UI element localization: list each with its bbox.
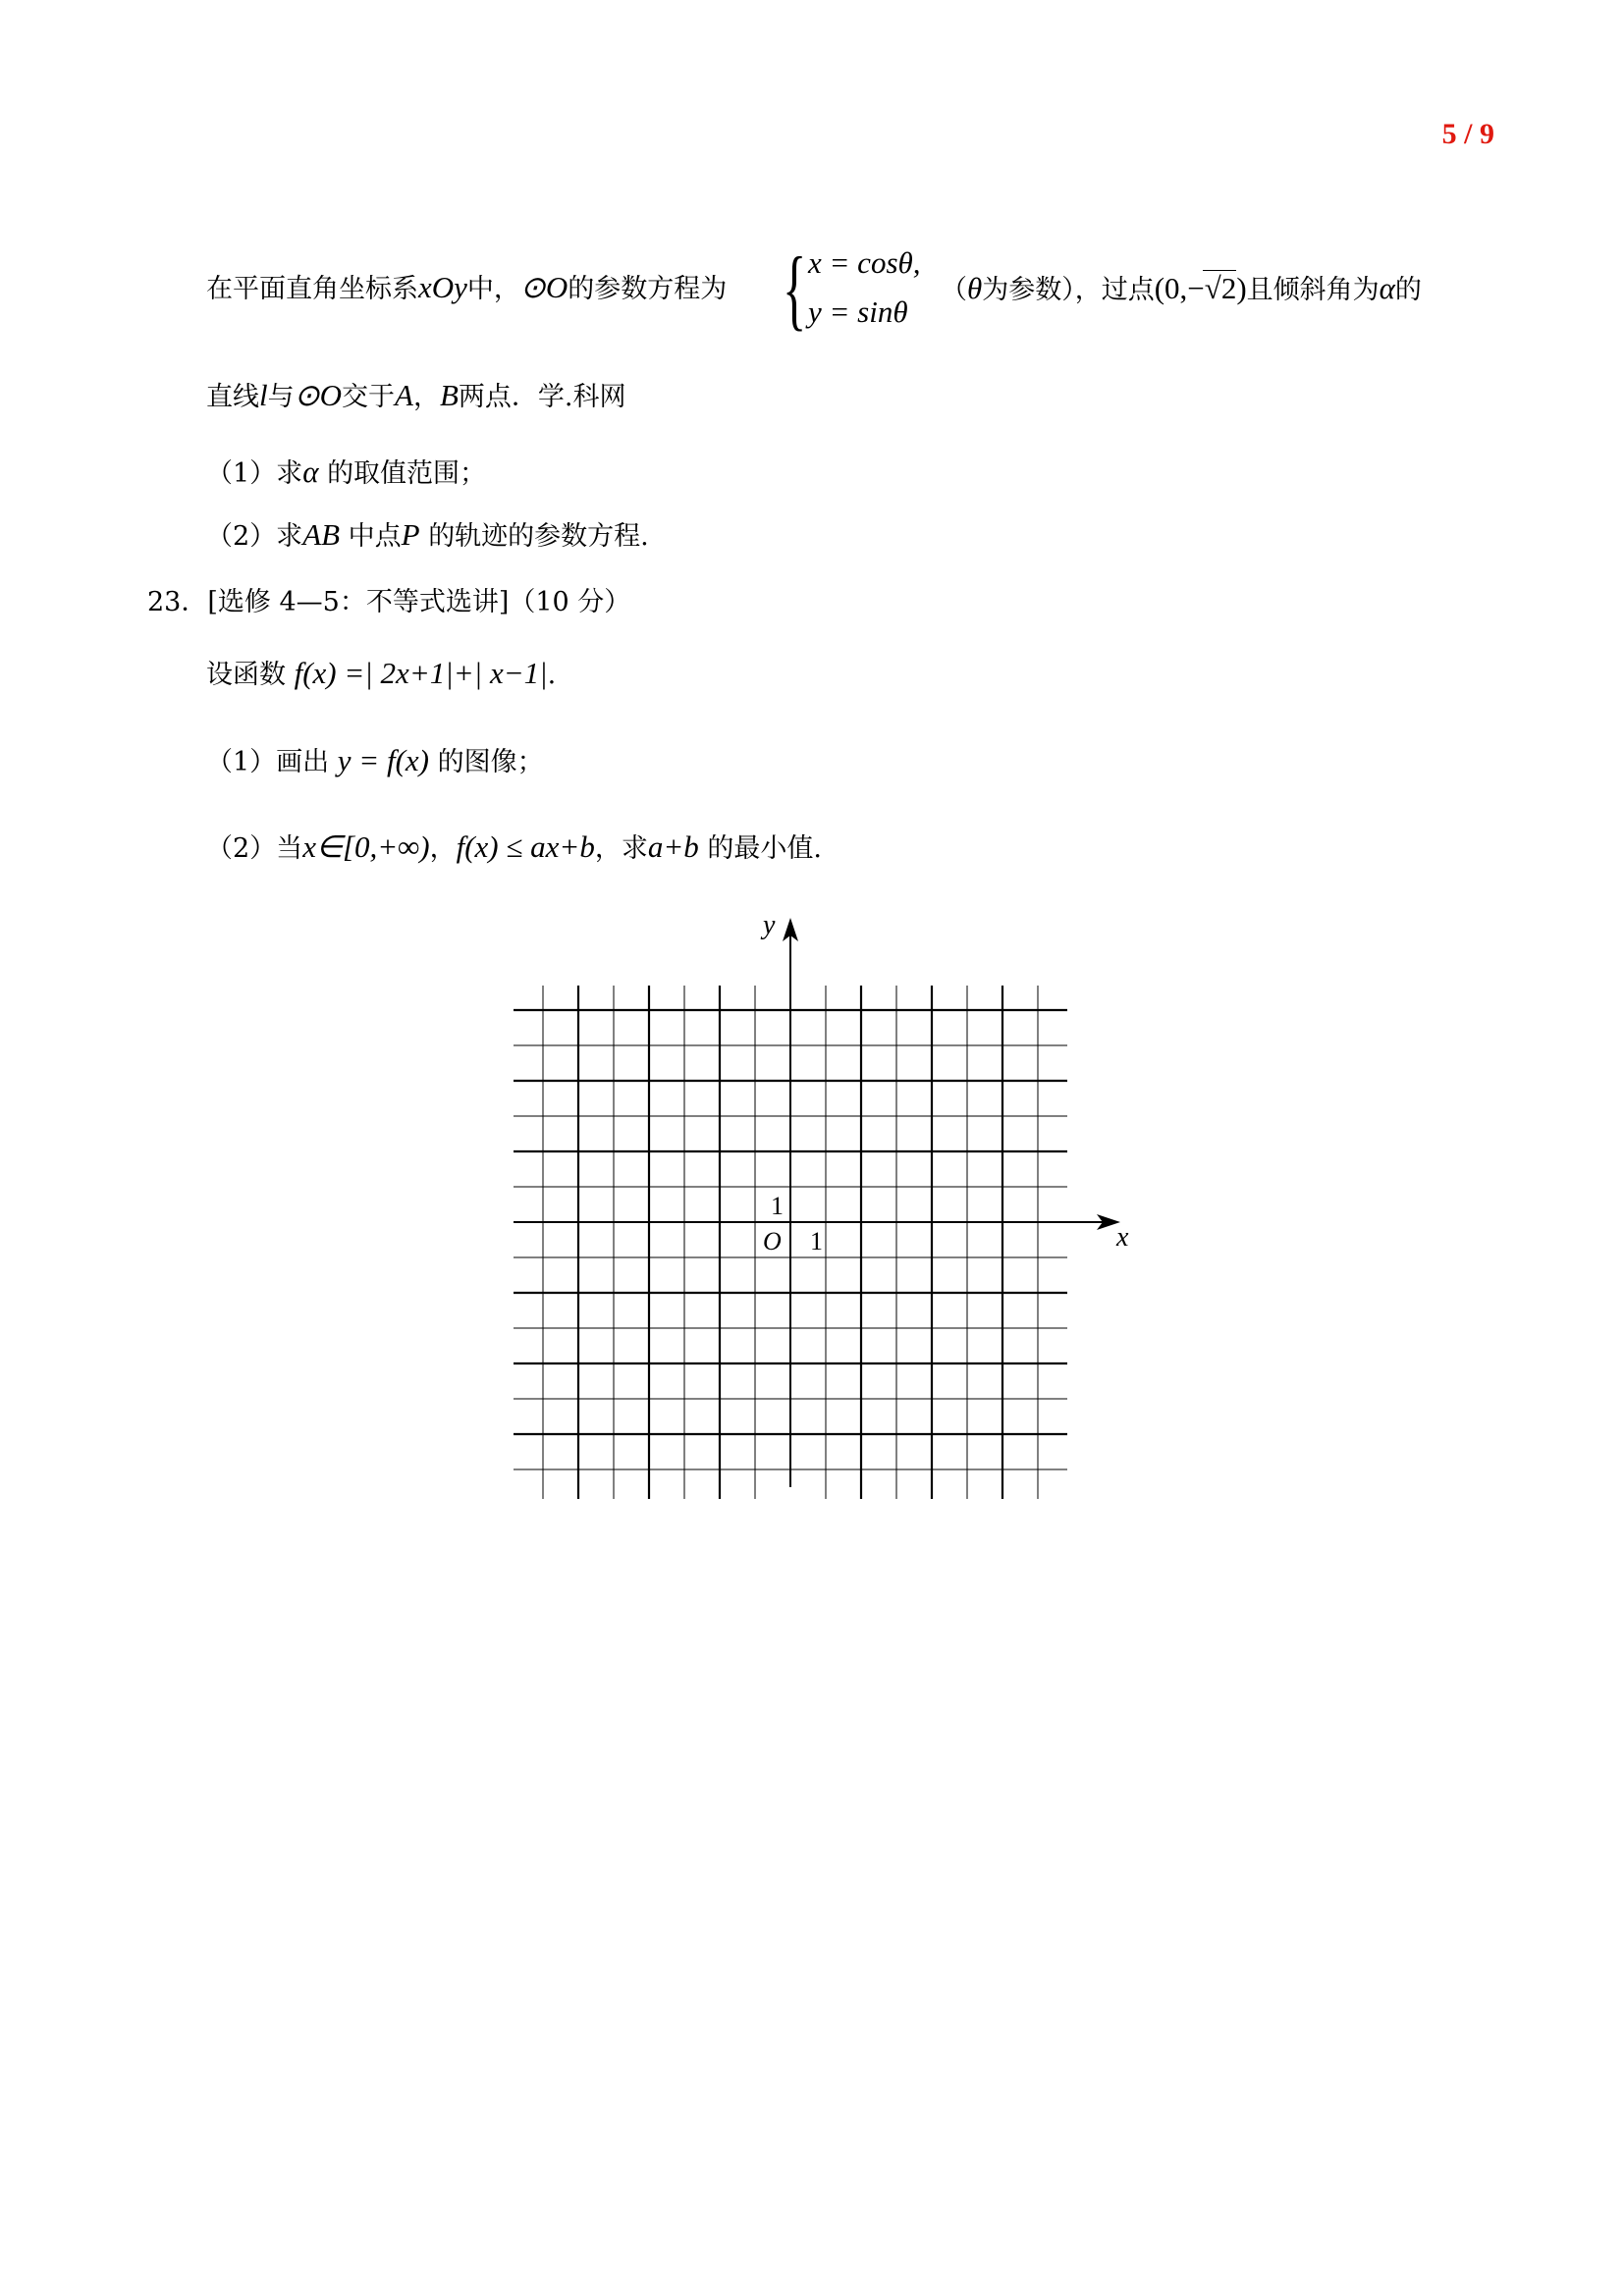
q22-l1-math-alpha: α — [1379, 271, 1395, 305]
q22-l1-math-xoy: xOy — [418, 270, 467, 304]
q22-l1-text7: 的 — [1394, 275, 1422, 305]
equation-system-brace: { — [783, 239, 807, 339]
q22-p1-math-alpha: α — [302, 454, 319, 489]
q22-l1-text6: 且倾斜角为 — [1246, 275, 1380, 305]
q23-part1 — [206, 743, 544, 780]
q23-func-math: f(x) =| 2x+1|+| x−1| — [294, 656, 548, 690]
q22-l2-text2: 与 — [267, 382, 295, 412]
q22-p2-text2: 中点 — [348, 521, 402, 552]
q23-function — [206, 656, 556, 693]
sqrt-radicand: 2 — [1220, 271, 1237, 305]
q23-p2-text4: 的最小值. — [707, 833, 822, 864]
origin-label: O — [763, 1227, 782, 1255]
q22-p2-math-p: P — [401, 517, 420, 552]
q22-l1-text5: 为参数），过点 — [982, 275, 1155, 305]
q22-p2-text1: （2）求 — [206, 521, 303, 552]
y-unit-label: 1 — [771, 1192, 784, 1220]
q23-part2 — [206, 829, 822, 867]
q23-func-text2: . — [547, 660, 557, 690]
q23-p2-text3: ，求 — [594, 833, 648, 864]
q22-l2-text3: 交于 — [342, 382, 395, 412]
q22-part1 — [206, 454, 486, 492]
page-number: 5 / 9 — [1441, 118, 1494, 150]
q22-line1 — [206, 270, 727, 307]
q22-l1-text3: 的参数方程为 — [568, 274, 728, 304]
q23-p2-math2: f(x) ≤ ax+b — [456, 829, 595, 864]
system-row-2 — [808, 294, 908, 330]
q23-p2-math3: a+b — [647, 829, 699, 864]
y-axis-label: y — [763, 910, 776, 940]
point-prefix: (0,− — [1154, 271, 1205, 305]
q22-l2-math-l: l — [259, 378, 268, 412]
q22-p1-text1: （1）求 — [206, 458, 303, 489]
q23-p1-text2: 的图像； — [437, 747, 544, 777]
q22-l2-text4: ， — [412, 382, 440, 412]
q22-l1-math-theta: θ — [967, 271, 983, 305]
q22-p2-math-ab: AB — [302, 517, 341, 552]
q22-l1-text1: 在平面直角坐标系 — [206, 274, 418, 304]
q22-part2 — [206, 517, 649, 555]
coordinate-grid — [530, 898, 1129, 1487]
q22-p1-text2: 的取值范围； — [327, 458, 487, 489]
q22-l1-math-circle: ⊙O — [519, 270, 568, 304]
q23-p2-text2: ， — [429, 833, 457, 864]
system-eq-x: x = cosθ, — [808, 245, 921, 280]
system-row-1 — [808, 245, 920, 281]
q23-p1-text1: （1）画出 — [206, 747, 330, 777]
q22-l2-math-a: A — [395, 378, 413, 412]
q23-func-text1: 设函数 — [206, 660, 286, 690]
sqrt-symbol: √2 — [1204, 271, 1237, 305]
point-suffix: ) — [1236, 271, 1247, 305]
x-unit-label: 1 — [810, 1227, 823, 1255]
q22-l2-math-b: B — [439, 378, 459, 412]
point-coordinate — [1155, 271, 1247, 305]
q22-l2-math-circle: ⊙O — [294, 378, 342, 412]
q22-l2-text5: 两点．学.科网 — [458, 382, 626, 412]
q23-header: 23．[选修 4—5：不等式选讲]（10 分） — [147, 587, 631, 617]
q22-l1-text4: （ — [941, 275, 967, 305]
q23-p1-math: y = f(x) — [337, 743, 429, 777]
q22-p2-text3: 的轨迹的参数方程. — [428, 521, 649, 552]
q22-line2 — [206, 378, 625, 415]
q22-line1-right — [941, 270, 1422, 308]
q22-l1-text2: 中， — [466, 274, 520, 304]
q23-p2-text1: （2）当 — [206, 833, 303, 864]
q23-p2-math1: x∈[0,+∞) — [302, 829, 430, 864]
q22-l2-text1: 直线 — [206, 382, 259, 412]
x-axis-label: x — [1116, 1222, 1129, 1253]
system-eq-y: y = sinθ — [808, 294, 908, 329]
